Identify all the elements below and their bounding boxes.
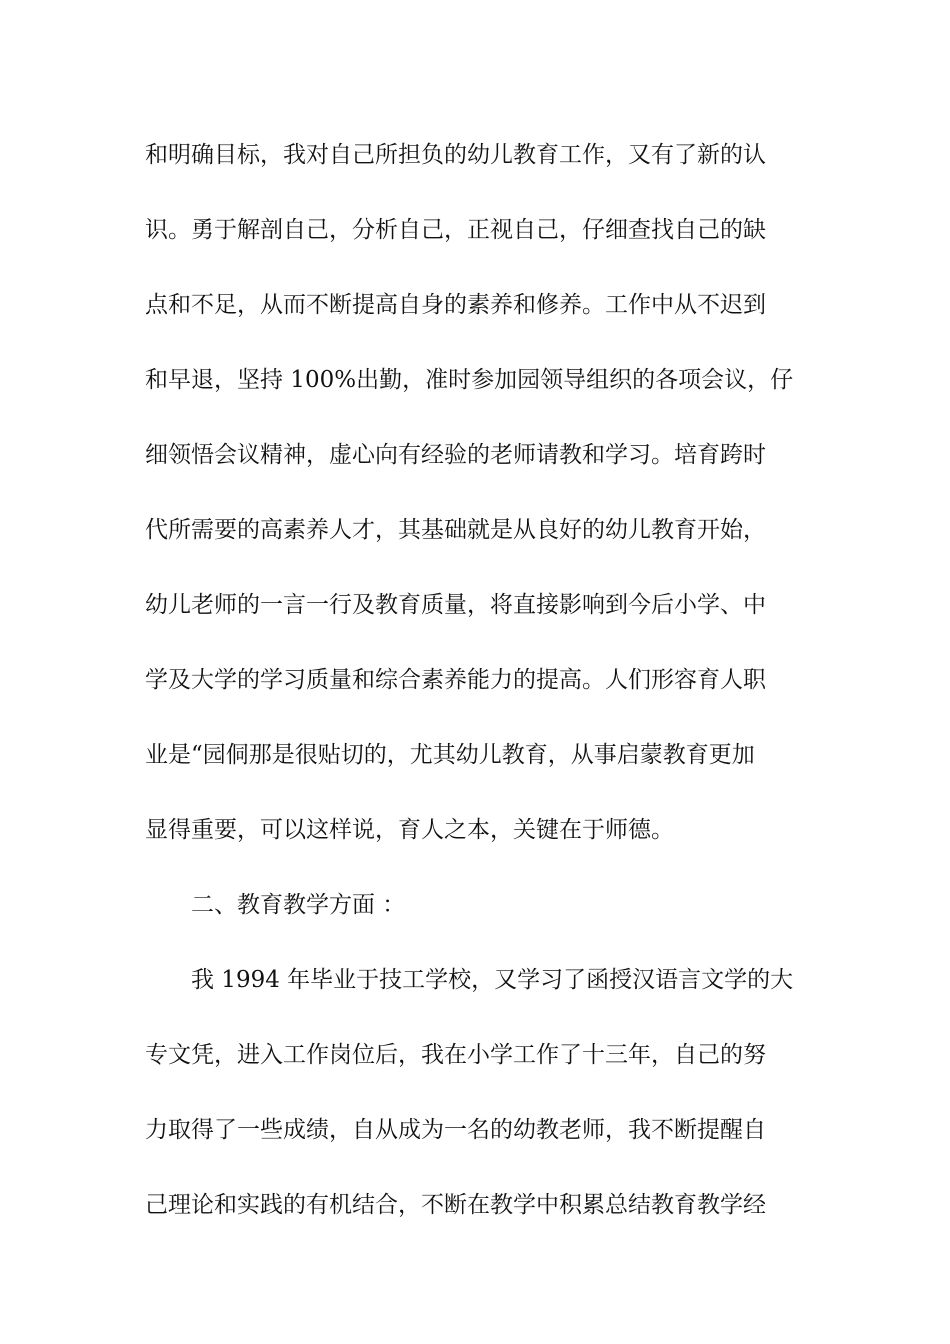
paragraph-line: 代所需要的高素养人才，其基础就是从良好的幼儿教育开始，	[145, 517, 766, 543]
paragraph-line: 和早退，坚持 100%出勤，准时参加园领导组织的各项会议，仔	[145, 367, 794, 393]
paragraph-line: 专文凭，进入工作岗位后，我在小学工作了十三年，自己的努	[145, 1042, 766, 1068]
paragraph-line: 己理论和实践的有机结合，不断在教学中积累总结教育教学经	[145, 1192, 766, 1218]
section-heading: 二、教育教学方面 ：	[191, 892, 406, 918]
paragraph-line: 显得重要，可以这样说，育人之本，关键在于师德。	[145, 817, 674, 843]
paragraph-line: 细领悟会议精神，虚心向有经验的老师请教和学习。培育跨时	[145, 442, 766, 468]
paragraph-line: 识。勇于解剖自己，分析自己，正视自己，仔细查找自己的缺	[145, 217, 766, 243]
paragraph-line: 点和不足，从而不断提高自身的素养和修养。工作中从不迟到	[145, 292, 766, 318]
paragraph-line: 学及大学的学习质量和综合素养能力的提高。人们形容育人职	[145, 667, 766, 693]
paragraph-line: 和明确目标，我对自己所担负的幼儿教育工作，又有了新的认	[145, 142, 766, 168]
paragraph-line: 我 1994 年毕业于技工学校，又学习了函授汉语言文学的大	[191, 967, 794, 993]
paragraph-line: 幼儿老师的一言一行及教育质量，将直接影响到今后小学、中	[145, 592, 766, 618]
paragraph-line: 力取得了一些成绩，自从成为一名的幼教老师，我不断提醒自	[145, 1117, 766, 1143]
paragraph-line: 业是“园侗那是很贴切的，尤其幼儿教育，从事启蒙教育更加	[145, 742, 755, 768]
body-text	[145, 130, 810, 1255]
